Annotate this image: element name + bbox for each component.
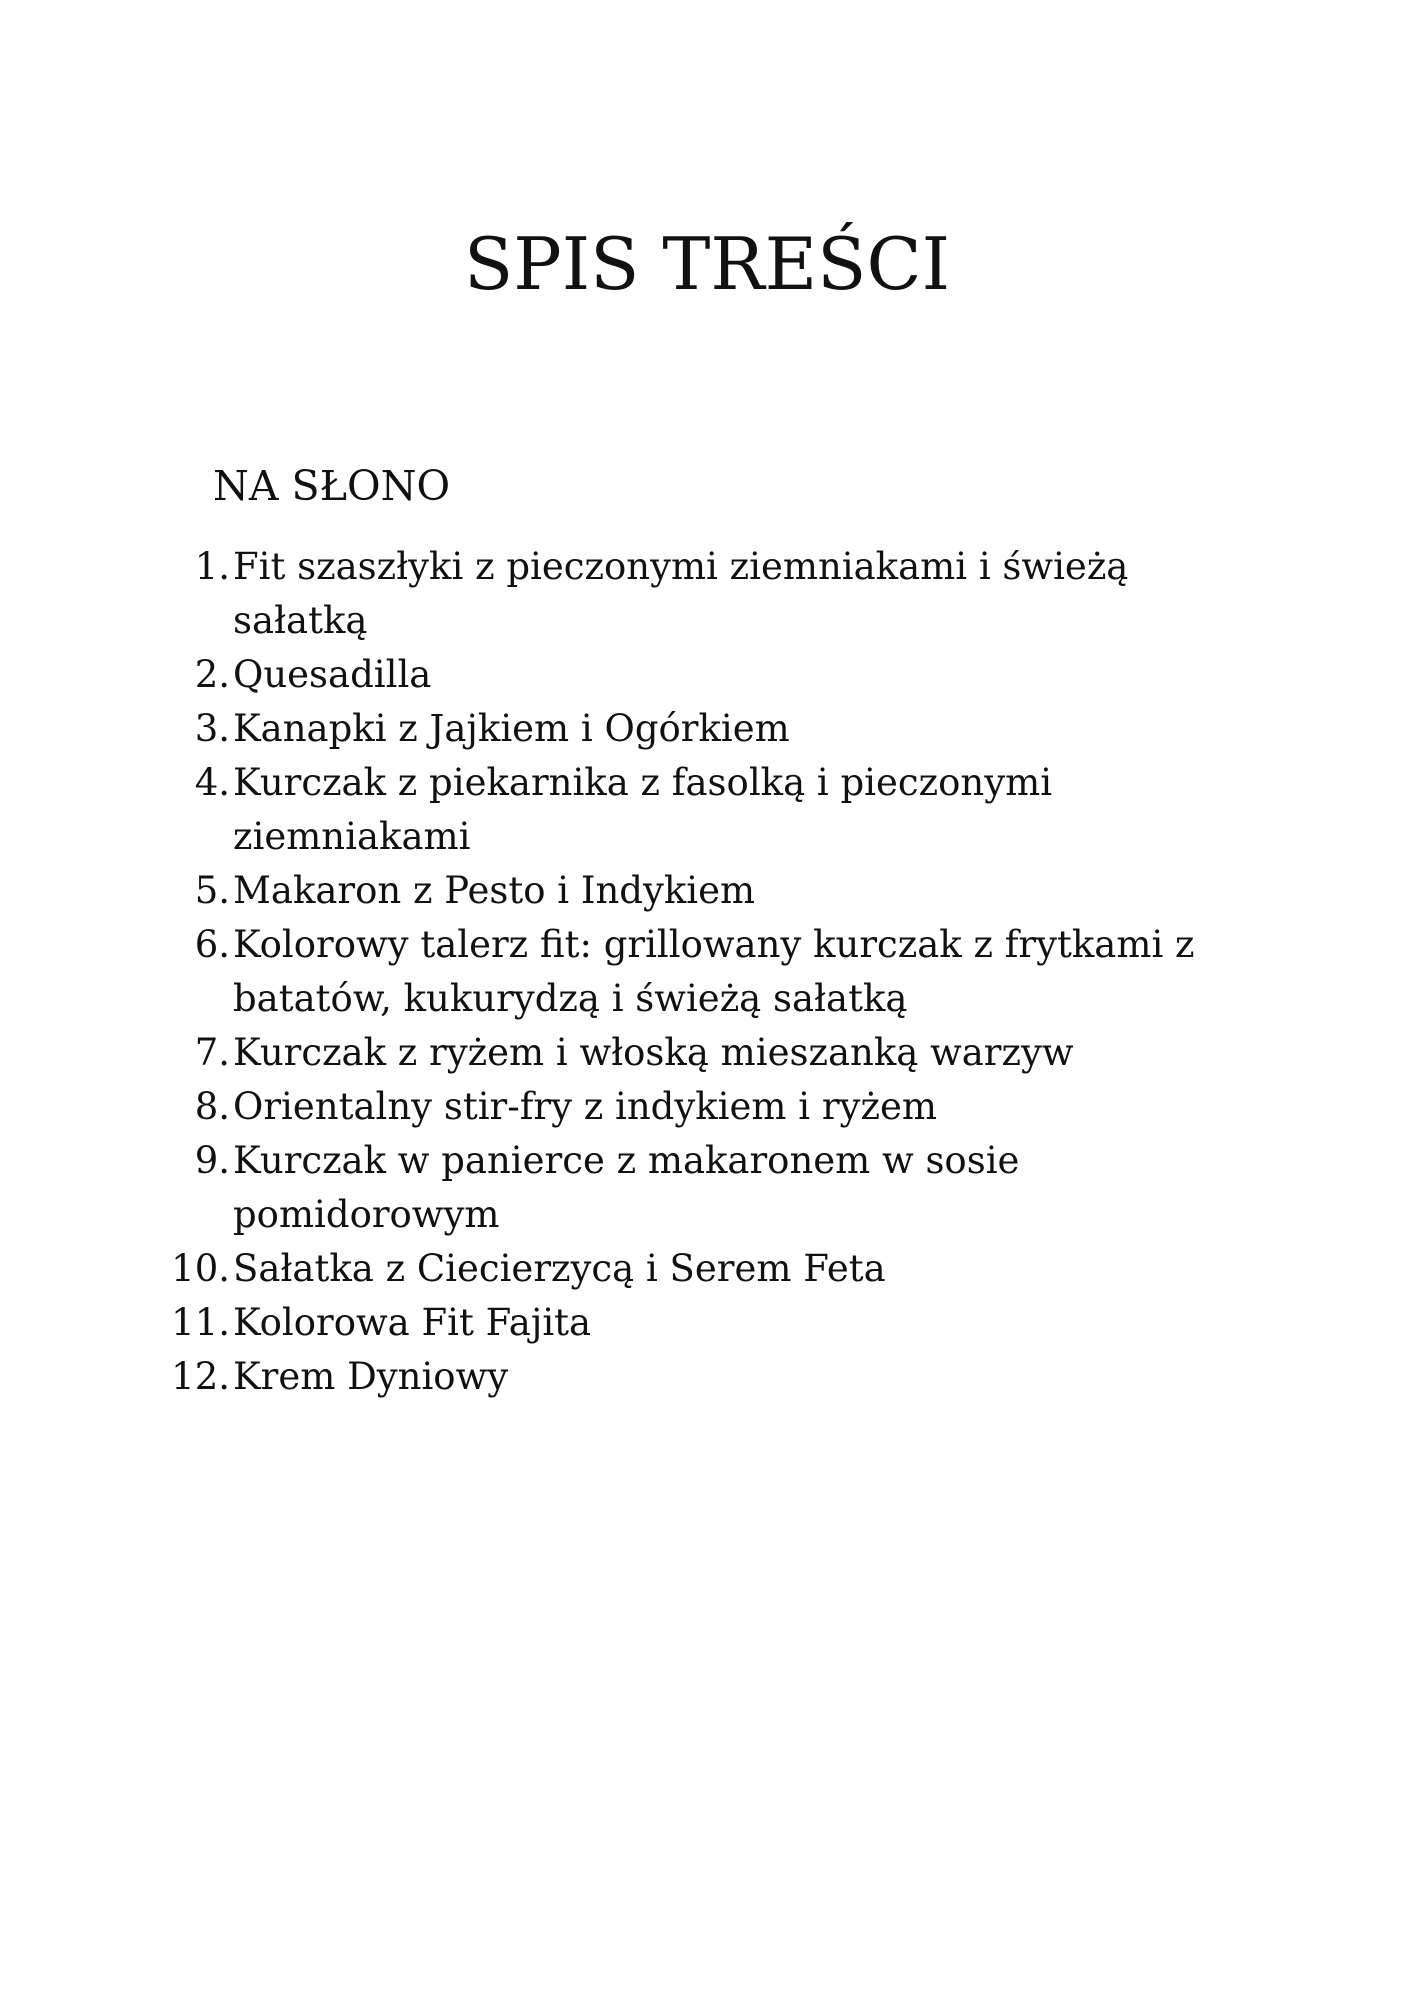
toc-item-title: Orientalny stir-fry z indykiem i ryżem xyxy=(233,1085,937,1128)
toc-item-title: Quesadilla xyxy=(233,653,432,696)
toc-item-5 xyxy=(160,864,1220,918)
toc-item-10 xyxy=(160,1242,1220,1296)
toc-item-6 xyxy=(160,918,1220,1026)
toc-item-number: 7. xyxy=(194,1031,230,1074)
toc-item-title: Kolorowy talerz fit: grillowany kurczak z frytkami z batatów, kukurydzą i świeżą sałatką xyxy=(233,923,1195,1020)
toc-item-2 xyxy=(160,648,1220,702)
toc-item-title: Makaron z Pesto i Indykiem xyxy=(233,869,756,912)
toc-item-7 xyxy=(160,1026,1220,1080)
toc-item-3 xyxy=(160,702,1220,756)
toc-item-12 xyxy=(160,1350,1220,1404)
toc-item-number: 8. xyxy=(194,1085,230,1128)
toc-item-title: Kurczak w panierce z makaronem w sosie pomidorowym xyxy=(233,1139,1020,1236)
toc-item-number: 1. xyxy=(194,545,230,588)
toc-item-number: 6. xyxy=(194,923,230,966)
toc-item-number: 10. xyxy=(171,1247,230,1290)
toc-item-title: Kanapki z Jajkiem i Ogórkiem xyxy=(233,707,790,750)
toc-item-number: 9. xyxy=(194,1139,230,1182)
toc-item-title: Sałatka z Ciecierzycą i Serem Feta xyxy=(233,1247,886,1290)
toc-item-number: 3. xyxy=(194,707,230,750)
toc-item-number: 12. xyxy=(171,1355,230,1398)
toc-item-9 xyxy=(160,1134,1220,1242)
toc-item-title: Fit szaszłyki z pieczonymi ziemniakami i świeżą sałatką xyxy=(233,545,1129,642)
toc-item-number: 11. xyxy=(171,1301,230,1344)
toc-item-4 xyxy=(160,756,1220,864)
toc-item-1 xyxy=(160,540,1220,648)
toc-item-title: Krem Dyniowy xyxy=(233,1355,509,1398)
page-title: SPIS TREŚCI xyxy=(463,222,951,306)
toc-item-number: 5. xyxy=(194,869,230,912)
toc-item-title: Kurczak z piekarnika z fasolką i pieczonymi ziemniakami xyxy=(233,761,1053,858)
table-of-contents-list xyxy=(160,540,1220,1404)
toc-item-number: 4. xyxy=(194,761,230,804)
toc-item-title: Kolorowa Fit Fajita xyxy=(233,1301,592,1344)
toc-item-title: Kurczak z ryżem i włoską mieszanką warzyw xyxy=(233,1031,1074,1074)
toc-item-number: 2. xyxy=(194,653,230,696)
toc-item-8 xyxy=(160,1080,1220,1134)
toc-item-11 xyxy=(160,1296,1220,1350)
section-title: NA SŁONO xyxy=(213,462,451,510)
